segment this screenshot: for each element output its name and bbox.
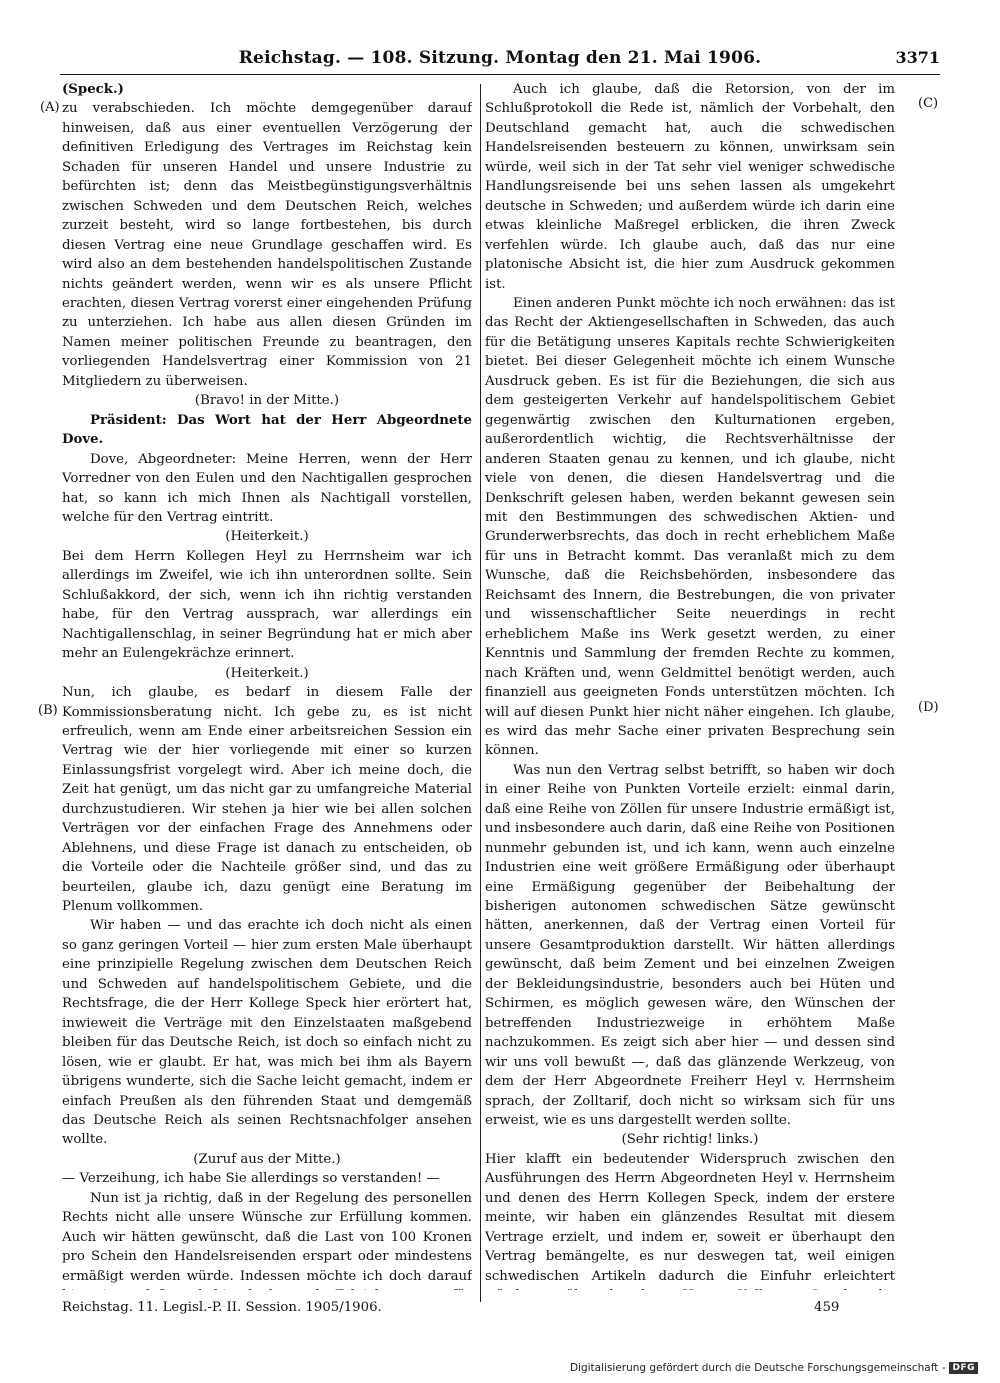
right-column xyxy=(485,80,895,1290)
paragraph: zu verabschieden. Ich möchte demgegenüber darauf hinweisen, daß aus einer eventuellen Verzögerung der definitiven Erledigung des Vertrages im Reichstag kein Schaden für unseren Handel und unsere Industrie zu befürchten ist; denn das Meistbegünstigungsverhältnis zwischen Schweden und dem Deutschen Reich, welches zurzeit besteht, wird so lange fortbestehen, bis durch diesen Vertrag eine neue Grundlage geschaffen wird. Es wird also an dem bestehenden handelspolitischen Zustande nichts geändert werden, wenn wir es als unsere Pflicht erachten, diesen Vertrag vorerst einer eingehenden Prüfung zu unterziehen. Ich habe aus allen diesen Gründen im Namen meiner politischen Freunde zu beantragen, den vorliegenden Handelsvertrag einer Kommission von 21 Mitgliedern zu überweisen. xyxy=(62,101,472,389)
page-header xyxy=(60,48,940,75)
paragraph: (Bravo! in der Mitte.) xyxy=(194,393,340,409)
paragraph: Nun, ich glaube, es bedarf in diesem Falle der Kommissionsberatung nicht. Ich gebe zu, es ist nicht erfreulich, wenn am Ende einer arbeitsreichen Session ein Vertrag wie der hier vorliegende mit einer so kurzen Einlassungsfrist vorgelegt wird. Aber ich meine doch, die Zeit hat genügt, um das nicht gar zu umfangreiche Material durchzustudieren. Wir stehen ja hier wie bei allen solchen Verträgen vor der einfachen Frage des Annehmens oder Ablehnens, und diese Frage ist danach zu entscheiden, ob die Vorteile oder die Nachteile größer sind, und das zu beurteilen, glaube ich, dazu genügt eine Beratung im Plenum vollkommen. xyxy=(62,685,472,915)
page-footer xyxy=(62,1300,942,1320)
footer-sheet-number: 459 xyxy=(814,1300,840,1315)
paragraph: (Heiterkeit.) xyxy=(225,665,309,681)
paragraph: Nun ist ja richtig, daß in der Regelung des personellen Rechts nicht alle unsere Wünsche zur Erfüllung kommen. Auch wir hätten gewünscht, daß die Last von 100 Kronen pro Schein den Handelsreisenden erspart oder mindestens ermäßigt werden würde. Indessen möchte ich doch darauf xyxy=(62,1190,472,1284)
margin-marker-d: (D) xyxy=(918,700,939,715)
column-divider xyxy=(480,84,481,1302)
credit-text: Digitalisierung gefördert durch die Deutsche Forschungsgemeinschaft - xyxy=(569,1362,946,1374)
paragraph: — Verzeihung, ich habe Sie allerdings so verstanden! — xyxy=(62,1171,440,1187)
paragraph: Auch ich glaube, daß die Retorsion, von der im Schlußprotokoll die Rede ist, nämlich der Vorbehalt, den Deutschland gemacht hat, auch die schwedischen Handelsreisenden besteuern zu können, unwirksam sein würde, weil sich in der Tat sehr viel weniger schwedische Handlungsreisende bei uns sehen lassen als umgekehrt deutsche in Schweden; und außerdem würde ich darin eine etwas kleinliche Maßregel erblicken, die ihren Zweck verfehlen würde. Ich glaube auch, daß das nur eine platonische Absicht ist, die hier zum Ausdruck gekommen ist. xyxy=(485,82,895,292)
paragraph: (Sehr richtig! links.) xyxy=(621,1132,759,1148)
paragraph: Bei dem Herrn Kollegen Heyl zu Herrnsheim war ich allerdings im Zweifel, wie ich ihn unterordnen sollte. Sein Schlußakkord, der sich, wenn ich ihn richtig verstanden habe, für den Vertrag aussprach, war allerdings ein Nachtigallenschlag, in seiner Begründung hat er mich aber mehr an Eulengekrächze erinnert. xyxy=(62,548,472,662)
paragraph: Wir haben — und das erachte ich doch nicht als einen so ganz geringen Vorteil — hier zum ersten Male überhaupt eine prinzipielle Regelung zwischen dem Deutschen Reich und Schweden auf handelspolitischem Gebiete, und die Rechtsfrage, die der Herr Kollege Speck hier erörtert hat, inwieweit die Verträge mit den Einzelstaaten maßgebend bleiben für das Deutsche Reich, ist doch so einfach nicht zu lösen, wie er glaubt. Er hat, was mich bei ihm als Bayern übrigens wunderte, sich die Sache leicht gemacht, indem er einfach Preußen als den führenden Staat und demgemäß das Deutsche Reich als seinen Rechtsnachfolger ansehen wollte. xyxy=(62,918,472,1148)
paragraph: Was nun den Vertrag selbst betrifft, so haben wir doch in einer Reihe von Punkten Vorteile erzielt: einmal darin, daß eine Reihe von Zöllen für unsere Industrie ermäßigt ist, und insbesondere auch darin, daß eine Reihe von Positionen nunmehr gebunden ist, und ich kann, wenn auch einzelne Industrien eine weit größere Ermäßigung oder überhaupt eine Ermäßigung gegenüber der Beibehaltung der bisherigen autonomen schwedischen Sätze gewünscht hätten, anerkennen, daß der Vertrag einen Vorteil für unsere Gesamtproduktion darstellt. Wir hätten allerdings gewünscht, daß beim Zement und bei einzelnen Zweigen der Bekleidungsindustrie, besonders auch bei Hüten und Schirmen, es möglich gewesen wäre, den Wünschen der betreffenden Industriezweige in erhöhtem Maße nachzukommen. Es zeigt sich aber hier — und dessen sind wir uns voll bewußt —, daß das glänzende Werkzeug, von dem der Herr Abgeordnete Freiherr Heyl v. Herrnsheim sprach, der Zolltarif, doch nicht so wirksam sich für uns erweist, wie es uns dargestellt werden sollte. xyxy=(485,762,895,1129)
paragraph: (Zuruf aus der Mitte.) xyxy=(193,1151,341,1167)
paragraph: (Speck.) xyxy=(62,82,124,97)
paragraph: Hier klafft ein bedeutender Widerspruch zwischen den Ausführungen des Herrn Abgeordneten Heyl v. Herrnsheim und denen des Herrn Kollegen Speck, indem der erstere meinte, wir haben ein glänzendes Resultat mit diesem Vertrage erzielt, und indem er, soweit er überhaupt den Vertrag bemängelte, es nur deswegen tat, weil einigen schwedischen Artikeln dadurch die Einfuhr erleichtert xyxy=(485,1151,895,1284)
page-number: 3371 xyxy=(895,48,940,67)
paragraph: (Heiterkeit.) xyxy=(225,529,309,545)
margin-marker-c: (C) xyxy=(918,96,939,111)
paragraph: Dove, Abgeordneter: Meine Herren, wenn der Herr Vorredner von den Eulen und den Nachtigallen gesprochen hat, so kann ich mich Ihnen als Nachtigall vorstellen, welche für den Vertrag eintritt. xyxy=(62,451,472,525)
footer-session: Reichstag. 11. Legisl.-P. II. Session. 1905/1906. xyxy=(62,1300,382,1315)
digitization-credit xyxy=(570,1362,978,1374)
margin-marker-a: (A) xyxy=(40,100,60,115)
margin-marker-b: (B) xyxy=(38,703,58,718)
paragraph: Präsident: Das Wort hat der Herr Abgeordnete Dove. xyxy=(62,412,472,448)
header-title: Reichstag. — 108. Sitzung. Montag den 21. Mai 1906. xyxy=(238,48,762,68)
left-column xyxy=(62,80,472,1290)
dfg-logo: DFG xyxy=(949,1362,978,1374)
paragraph: Einen anderen Punkt möchte ich noch erwähnen: das ist das Recht der Aktiengesellschaften in Schweden, das auch für die Betätigung unseres Kapitals rechte Schwierigkeiten bietet. Bei dieser Gelegenheit möchte ich einem Wunsche Ausdruck geben. Es ist für die Beziehungen, die sich aus dem gesteigerten Verkehr auf handelspolitischem Gebiet gegenwärtig zwischen den Kulturnationen ergeben, außerordentlich wichtig, die Rechtsverhältnisse der anderen Staaten genau zu kennen, und ich glaube, nicht viele von denen, die diesen Handelsvertrag und die Denkschrift gelesen haben, werden bekannt gewesen sein mit den Bestimmungen des schwedischen Aktien- und Grunderwerbsrechts, das doch in recht erheblichem Maße für uns in Betracht kommt. Das veranlaßt mich zu dem Wunsche, daß die Reichsbehörden, insbesondere das Reichsamt des Innern, die Bestrebungen, die von privater und wissenschaftlicher Seite neuerdings in recht erheblichem Maße ins Werk gesetzt werden, zu einer Kenntnis und Sammlung der fremden Rechte zu kommen, nach Kräften und, wenn Geldmittel benötigt werden, auch finanziell aus geeigneten Fonds unterstützen möchten. Ich will auf diesen Punkt hier nicht näher eingehen. Ich glaube, es wird das mehr Sache einer privaten Besprechung sein können. xyxy=(485,295,895,759)
